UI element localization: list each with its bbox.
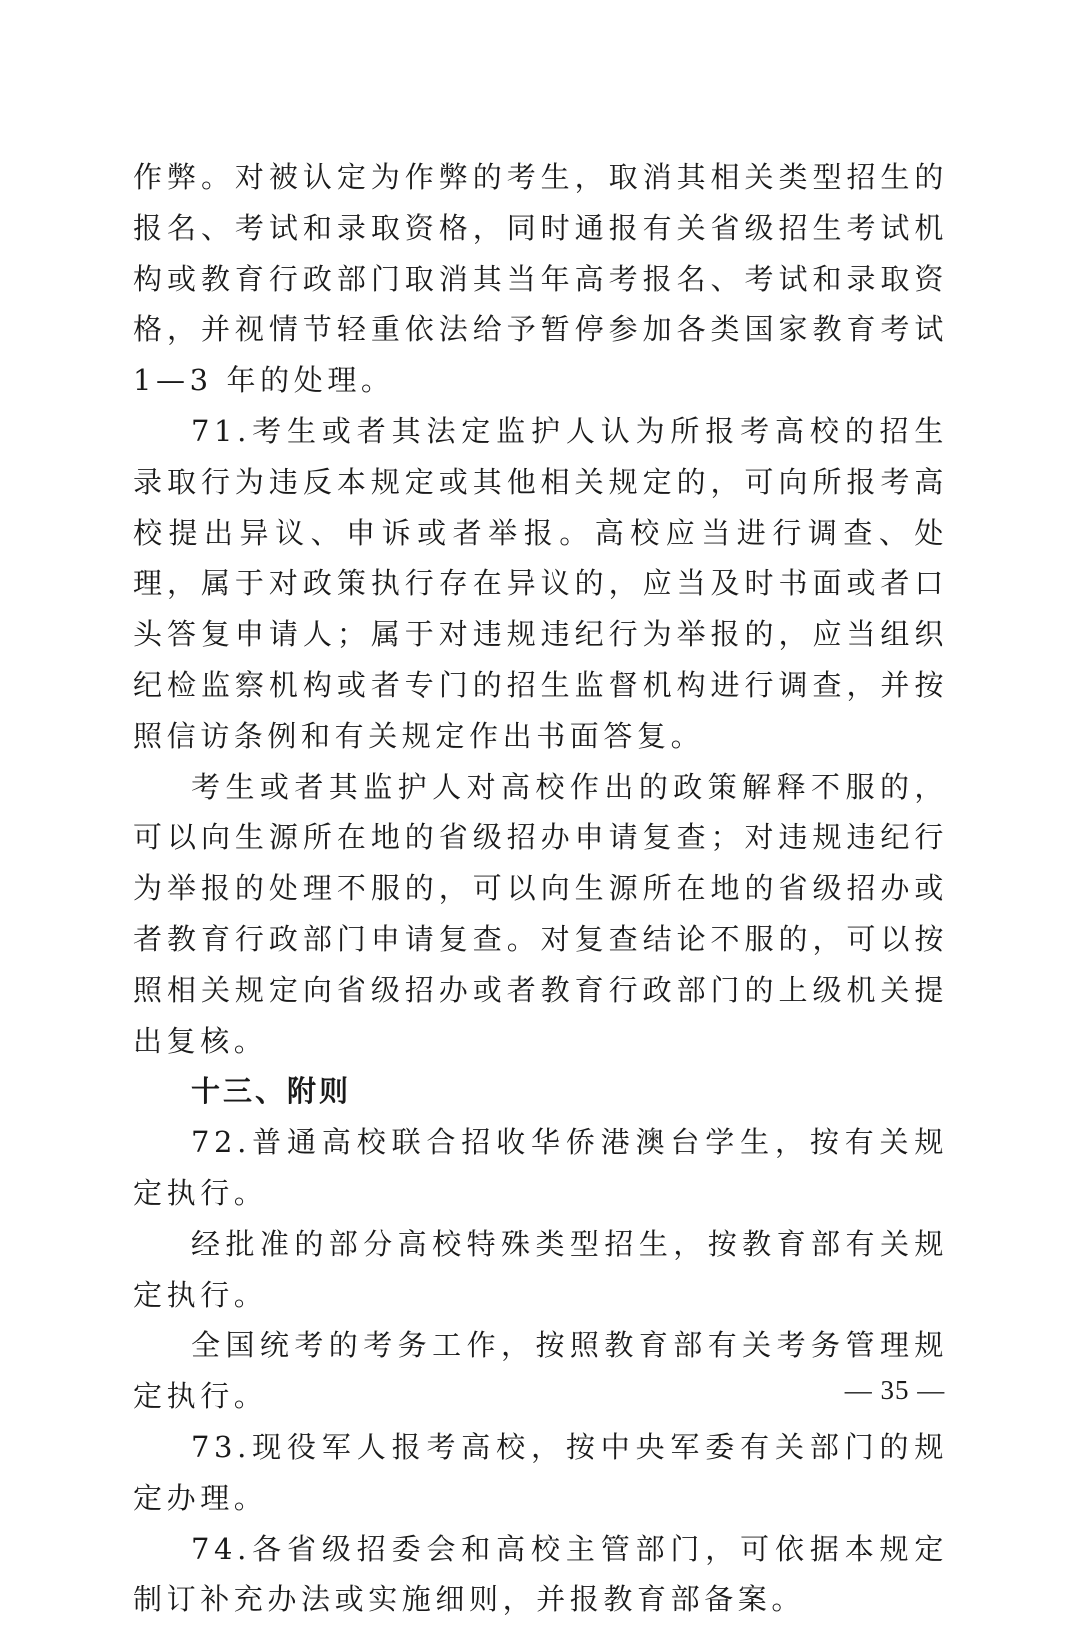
section-heading: 十三、附则 [191,1074,352,1109]
paragraph-continuation: 作弊。对被认定为作弊的考生，取消其相关类型招生的报名、考试和录取资格，同时通报有关省级招生考试机构或教育行政部门取消其当年高考报名、考试和录取资格，并视情节轻重依法给予暂停参加各类国家教育考试 1—3 年的处理。 [133,160,948,398]
paragraph-article-71: 71.考生或者其法定监护人认为所报考高校的招生录取行为违反本规定或其他相关规定的，可向所报考高校提出异议、申诉或者举报。高校应当进行调查、处理，属于对政策执行存在异议的，应当及时书面或者口头答复申请人；属于对违规违纪行为举报的，应当组织纪检监察机构或者专门的招生监督机构进行调查，并按照信访条例和有关规定作出书面答复。 [133,413,948,753]
paragraph-review: 考生或者其监护人对高校作出的政策解释不服的，可以向生源所在地的省级招办申请复查；对违规违纪行为举报的处理不服的，可以向生源所在地的省级招办或者教育行政部门申请复查。对复查结论不服的，可以按照相关规定向省级招办或者教育行政部门的上级机关提出复核。 [133,769,948,1058]
paragraph-special-admission: 经批准的部分高校特殊类型招生，按教育部有关规定执行。 [133,1226,948,1312]
paragraph-article-73: 73.现役军人报考高校，按中央军委有关部门的规定办理。 [133,1429,948,1515]
page-number: — 35 — [844,1375,946,1405]
document-body [133,152,948,1625]
paragraph-exam-affairs: 全国统考的考务工作，按照教育部有关考务管理规定执行。 [133,1328,948,1414]
paragraph-article-72: 72.普通高校联合招收华侨港澳台学生，按有关规定执行。 [133,1125,948,1210]
paragraph-article-74: 74.各省级招委会和高校主管部门，可依据本规定制订补充办法或实施细则，并报教育部备案。 [133,1531,948,1617]
